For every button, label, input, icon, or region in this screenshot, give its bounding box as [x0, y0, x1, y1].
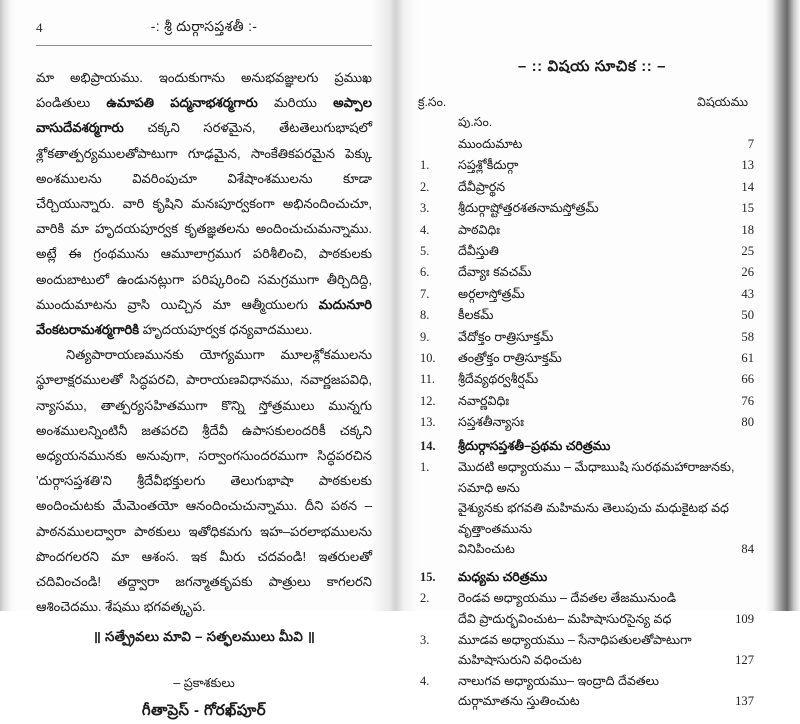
toc-entry-row[interactable] — [418, 391, 766, 412]
toc-entry-label — [418, 369, 766, 390]
toc-entry-label-line: దేవీస్తుతి — [458, 244, 499, 259]
toc-entry-number: 9. — [420, 329, 430, 344]
toc-entry-label — [418, 262, 766, 283]
toc-entry-label — [418, 305, 766, 326]
preface-text-run: మా అభిప్రాయము. ఇందుకుగాను అనుభవజ్ఞులగు ప్రముఖ పండితులు — [36, 70, 372, 111]
running-head-title: -: శ్రీ దుర్గాసప్తశతీ :- — [150, 18, 258, 34]
toc-entry-label — [418, 241, 766, 262]
toc-entry-number: 13. — [420, 415, 436, 430]
toc-entry-page-number: 80 — [741, 415, 754, 430]
toc-entry-number: 11. — [420, 372, 436, 387]
toc-header-subject: విషయము — [697, 95, 748, 109]
right-page — [418, 0, 766, 709]
toc-entry-label-line: శ్రీదేవ్యథర్వశీర్షమ్ — [458, 372, 539, 387]
left-page — [36, 0, 372, 720]
toc-entry-label-line: మొదటి అధ్యాయము – మేధాఋషి సురథమహారాజునకు, సమాధి అను — [458, 460, 735, 495]
emphasised-name: మదునూరి వేంకటరామశర్మగారికి — [36, 296, 372, 338]
toc-entry-row[interactable] — [418, 671, 766, 712]
publisher-name: గీతాప్రెస్ - గోరఖ్‌పూర్ — [141, 702, 267, 720]
toc-entry-label-line: నవార్ణవిధిః — [458, 393, 510, 408]
toc-entry-row[interactable] — [418, 134, 766, 155]
toc-entry-number: 5. — [420, 244, 430, 259]
preface-text-run: చక్కని సరళమైన, తేటతెలుగుభాషలో శ్లోకతాత్పర్యములతోపాటుగా గూఢమైన, సాంకేతికపరమైన పెక్కు అంశములను వివరింపుచూ విశేషాంశములను కూడా చేర్చియున్నారు. వారి కృషిని మనఃపూర్వకంగా అభినందించుచూ, వారికి మా హృదయపూర్వక కృతజ్ఞతలను అందించుచుమన్నాము. అట్లే ఈ గ్రంథమును ఆమూలాగ్రముగ పరిశీలించి, పాఠకులకు అందుబాటులో ఉండునట్లుగా పరిష్కరించి సమగ్రముగా తీర్చిదిద్ది, ముందుమాటను వ్రాసి యిచ్చిన మా ఆత్మీయులగు — [36, 120, 372, 312]
toc-entry-number: 1. — [420, 158, 430, 173]
toc-entry-label-line: మధ్యమ చరిత్రము — [458, 570, 548, 585]
toc-entry-number: 8. — [420, 308, 430, 323]
toc-entry-label — [418, 198, 766, 219]
toc-entry-number: 1. — [420, 460, 430, 475]
toc-column-headers — [418, 95, 766, 114]
page-folio-number: 4 — [36, 20, 43, 35]
toc-entry-row[interactable] — [418, 630, 766, 671]
toc-entry-row[interactable] — [418, 155, 766, 176]
toc-entry-row[interactable] — [418, 241, 766, 262]
toc-entry-row[interactable] — [418, 262, 766, 283]
toc-entry-label — [418, 630, 766, 671]
toc-entry-label-line: మూడవ అధ్యాయము – సేనాధిపతులతోపాటుగా — [458, 632, 692, 647]
toc-entry-page-number: 137 — [735, 694, 754, 709]
toc-entry-row[interactable] — [418, 588, 766, 629]
emphasised-name: అప్పాల వాసుదేవశర్మగారు — [36, 95, 372, 136]
toc-entry-label — [418, 436, 766, 457]
toc-entry-page-number: 26 — [741, 265, 754, 280]
toc-entry-label-line: పాఠవిధిః — [458, 222, 501, 237]
toc-entry-number: 3. — [420, 632, 430, 647]
toc-entry-label-line: మహిషాసురుని వధించుట — [458, 653, 582, 668]
toc-entry-label-line: దేవీప్రార్థన — [458, 179, 506, 194]
toc-entry-label-line: ముందుమాట — [458, 137, 523, 151]
toc-entry-row[interactable] — [418, 327, 766, 348]
toc-entry-row[interactable] — [418, 457, 766, 560]
toc-entry-row[interactable] — [418, 220, 766, 241]
toc-entry-label-line: తంత్రోక్తం రాత్రిసూక్తమ్ — [458, 351, 562, 366]
toc-header-serial-number: క్ర.సం. — [418, 95, 447, 109]
toc-entry-number: 10. — [420, 351, 436, 366]
running-header — [36, 18, 372, 52]
publisher-role-label: – ప్రకాశకులు — [173, 676, 235, 691]
left-page-edge-shadow — [0, 0, 14, 611]
toc-section-row[interactable] — [418, 567, 766, 588]
toc-entry-label-line: కీలకమ్ — [458, 308, 494, 323]
preface-body-text — [36, 65, 372, 619]
toc-entry-row[interactable] — [418, 348, 766, 369]
toc-entry-page-number: 76 — [741, 393, 754, 408]
toc-entry-page-number: 109 — [735, 612, 754, 627]
toc-entry-label-line: దేవి ప్రాదుర్భవించుట– మహిషాసురసైన్య వధ — [458, 612, 672, 627]
toc-entry-label — [418, 412, 766, 433]
toc-entry-label-line: నాలుగవ అధ్యాయము– ఇంద్రాది దేవతలు — [458, 673, 659, 688]
toc-entry-label — [418, 177, 766, 198]
toc-entry-label-line: వేదోక్తం రాత్రిసూక్తమ్ — [458, 329, 554, 344]
toc-entry-row[interactable] — [418, 305, 766, 326]
toc-header-page-number: పు.సం. — [458, 115, 493, 129]
toc-entry-label-line: దేవ్యాః కవచమ్ — [458, 265, 532, 280]
right-page-edge-shadow — [766, 0, 800, 611]
toc-entry-label-line: దుర్గామాతను స్తుతించుట — [458, 694, 580, 709]
toc-entry-label — [418, 327, 766, 348]
toc-entry-label — [418, 348, 766, 369]
toc-entry-page-number: 13 — [741, 158, 754, 173]
toc-entry-label — [418, 671, 766, 712]
toc-entry-number: 2. — [420, 179, 430, 194]
toc-entry-number: 14. — [420, 438, 436, 453]
toc-entry-label — [418, 284, 766, 305]
toc-entry-label-line: వైశ్యునకు భగవతి మహిమను తెలుపుచు మధుకైటభ వధ వృత్తాంతమును — [458, 501, 729, 536]
toc-entry-row[interactable] — [418, 198, 766, 219]
toc-entry-page-number: 14 — [741, 179, 754, 194]
preface-paragraph — [36, 342, 372, 619]
toc-entry-number: 7. — [420, 286, 430, 301]
header-rule — [36, 45, 372, 46]
toc-entry-page-number: 7 — [747, 137, 754, 151]
toc-entry-row[interactable] — [418, 412, 766, 433]
publisher-signature-block — [36, 670, 372, 724]
toc-entry-number: 4. — [420, 673, 430, 688]
toc-entry-number: 15. — [420, 570, 436, 585]
toc-entry-label — [418, 567, 766, 588]
toc-section-row[interactable] — [418, 436, 766, 457]
toc-title: – :: విషయ సూచిక :: – — [517, 58, 667, 75]
toc-entry-label-line: శ్రీదుర్గాసప్తశతీ–ప్రథమ చరిత్రము — [458, 438, 611, 453]
emphasised-name: ఉమాపతి పద్మనాభశర్మగారు — [106, 95, 258, 111]
toc-entry-page-number: 18 — [741, 222, 754, 237]
toc-entry-label-line: రెండవ అధ్యాయము – దేవతల తేజమునుండి — [458, 591, 677, 606]
toc-entry-row[interactable] — [418, 177, 766, 198]
toc-entry-page-number: 15 — [741, 201, 754, 216]
blessing-line: ॥ సత్ప్రేవలు మావి – సత్ఫలములు మీవి ॥ — [92, 629, 316, 645]
toc-entry-row[interactable] — [418, 369, 766, 390]
toc-entry-label — [418, 155, 766, 176]
preface-text-run: మరియు — [257, 95, 334, 111]
toc-entry-page-number: 127 — [735, 653, 754, 668]
toc-entry-number: 12. — [420, 393, 436, 408]
toc-entry-label-line: సప్తశ్లోకీదుర్గా — [458, 158, 519, 173]
toc-entry-label — [418, 391, 766, 412]
toc-entry-page-number: 43 — [741, 286, 754, 301]
toc-entry-page-number: 84 — [741, 542, 754, 557]
toc-entry-number: 3. — [420, 201, 430, 216]
toc-entry-list — [418, 134, 766, 712]
toc-entry-label — [418, 457, 766, 560]
toc-entry-page-number: 58 — [741, 329, 754, 344]
preface-paragraph — [36, 65, 372, 342]
book-gutter-shadow — [372, 0, 418, 611]
toc-entry-label — [418, 134, 766, 155]
preface-text-run: హృదయపూర్వక ధన్యవాదములు. — [139, 322, 313, 338]
toc-entry-page-number: 25 — [741, 244, 754, 259]
toc-entry-number: 4. — [420, 222, 430, 237]
toc-entry-label-line: అర్గలాస్తోత్రమ్ — [458, 286, 525, 301]
toc-entry-label — [418, 588, 766, 629]
toc-entry-page-number: 66 — [741, 372, 754, 387]
toc-entry-page-number: 61 — [741, 351, 754, 366]
toc-entry-page-number: 50 — [741, 308, 754, 323]
toc-entry-number: 6. — [420, 265, 430, 280]
toc-entry-number: 2. — [420, 591, 430, 606]
toc-entry-label — [418, 220, 766, 241]
toc-entry-label-line: వినిపించుట — [458, 542, 515, 557]
toc-entry-label-line: శ్రీదుర్గాష్టోత్తరశతనామస్తోత్రమ్ — [458, 201, 599, 216]
toc-entry-label-line: సప్తశతీన్యాసః — [458, 415, 524, 430]
preface-text-run: నిత్యపారాయణమునకు యోగ్యముగా మూలశ్లోకములను స్థూలాక్షరములతో సిద్ధపరచి, పారాయణవిధానము, నవార్ణజపవిధి, న్యాసము, తాత్పర్యసహితముగా కొన్ని స్తోత్రములు మున్నగు అంశములన్నింటినీ జతపరచి శ్రీదేవీ ఉపాసకులందరికీ చక్కని అధ్యయనమునకు అనువుగా, సర్వాంగసుందరముగా సిద్ధపరచిన 'దుర్గాసప్తశతి'ని శ్రీదేవీభక్తులగు తెలుగుభాషా పాఠకులకు అందించుటకు మేమెంతయో ఆనందించుచున్నాము. దీని పఠన – పాఠనములద్వారా పాఠకులు ఇతోధికమగు ఇహ–పరలాభములను పొందగలరని మా ఆశంస. ఇక మీరు చదవండి! ఇతరులతో చదివించండి! తద్ద్వారా జగన్మాతకృపకు పాత్రులు కాగలరని ఆశించెదము. శేషము భగవత్కృప. — [36, 347, 372, 615]
toc-entry-row[interactable] — [418, 284, 766, 305]
